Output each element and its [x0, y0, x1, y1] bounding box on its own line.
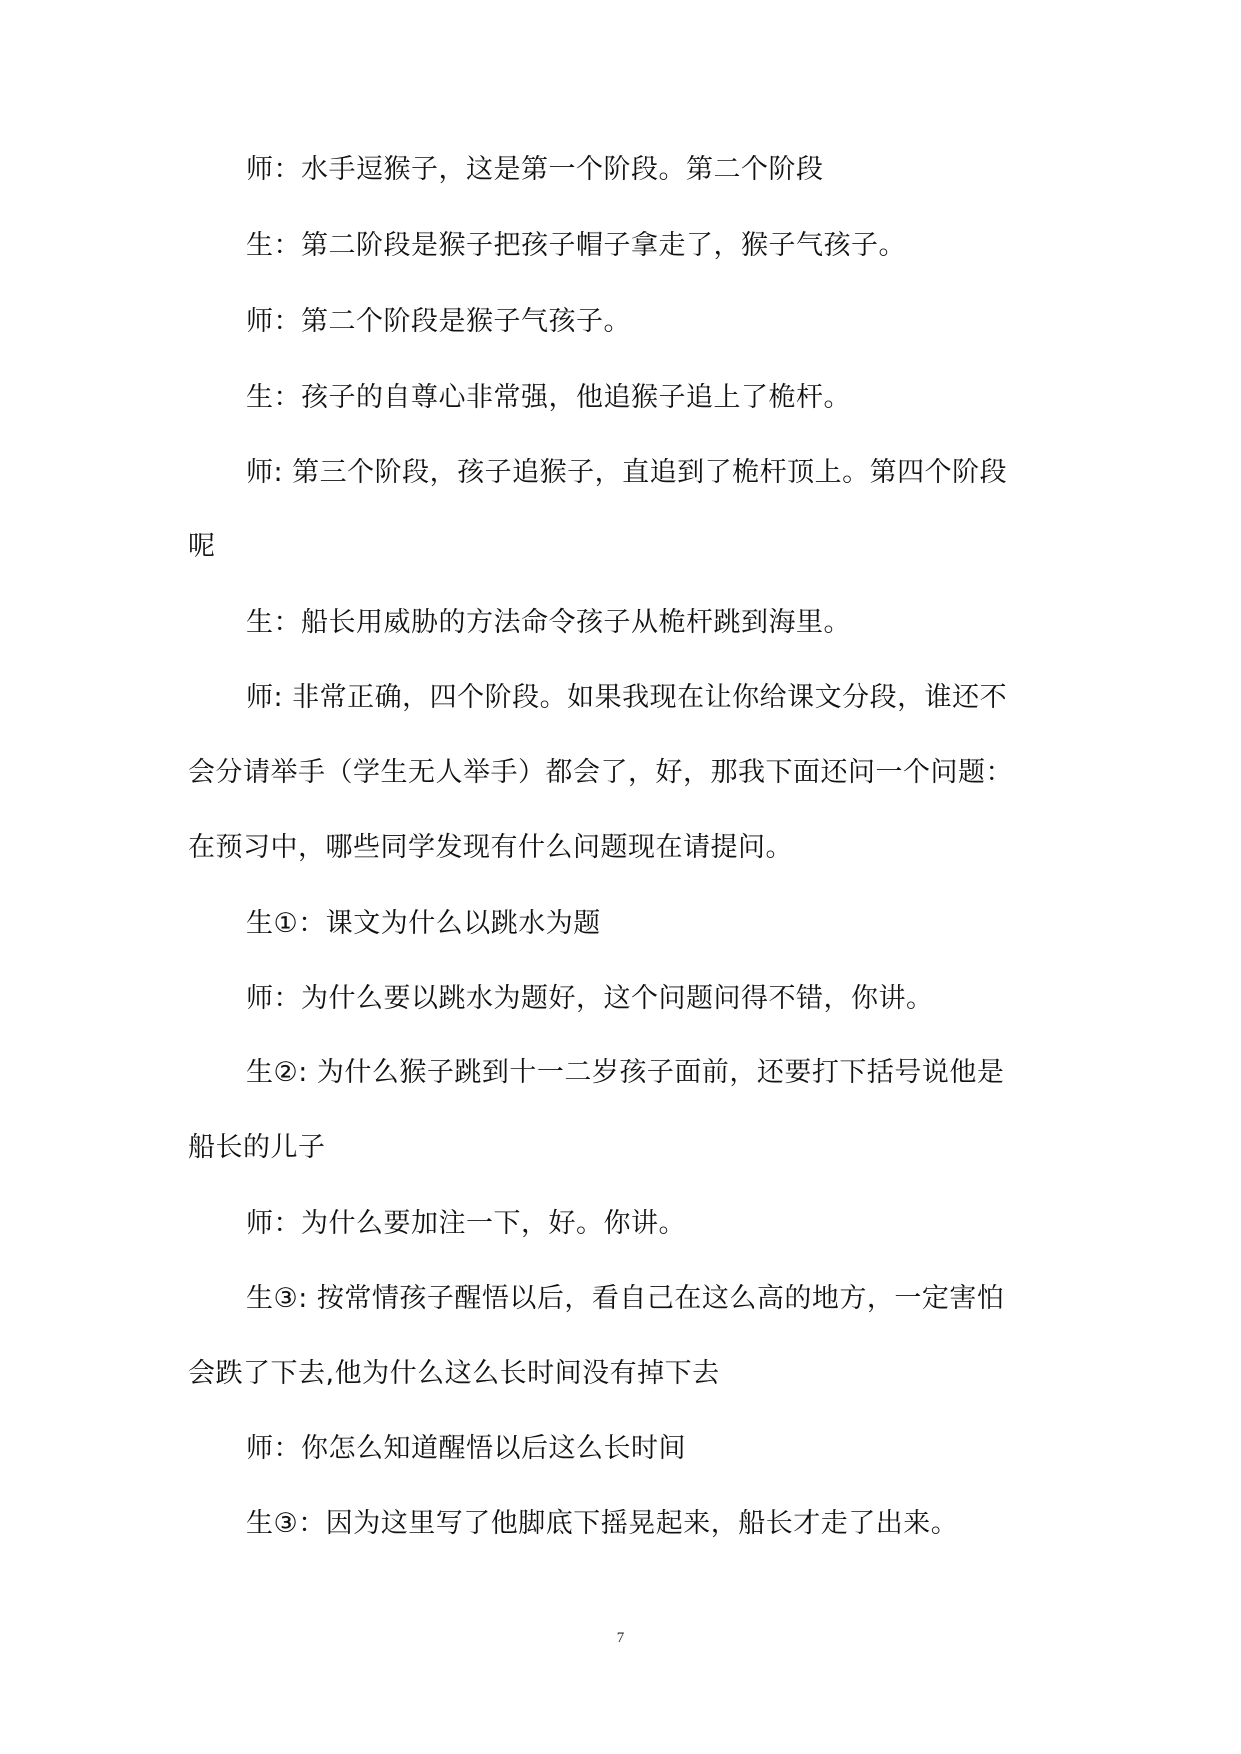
text-line: 生：第二阶段是猴子把孩子帽子拿走了，猴子气孩子。 — [246, 230, 906, 261]
text-line: 师：为什么要加注一下，好。你讲。 — [246, 1208, 686, 1239]
text-line: 船长的儿子 — [188, 1132, 326, 1163]
text-line: 生：船长用威胁的方法命令孩子从桅杆跳到海里。 — [246, 607, 851, 638]
text-line: 会分请举手（学生无人举手）都会了，好，那我下面还问一个问题： — [188, 757, 1013, 788]
text-line: 师: 非常正确，四个阶段。如果我现在让你给课文分段，谁还不 — [246, 682, 1008, 713]
text-line: 在预习中，哪些同学发现有什么问题现在请提问。 — [188, 832, 793, 863]
text-line: 生①：课文为什么以跳水为题 — [246, 908, 601, 939]
text-line: 呢 — [188, 531, 216, 562]
text-line: 师：你怎么知道醒悟以后这么长时间 — [246, 1433, 686, 1464]
page-number: 7 — [616, 1630, 625, 1646]
text-line: 师：第二个阶段是猴子气孩子。 — [246, 306, 631, 337]
text-line: 生②: 为什么猴子跳到十一二岁孩子面前，还要打下括号说他是 — [246, 1057, 1005, 1088]
text-line: 师: 第三个阶段，孩子追猴子，直追到了桅杆顶上。第四个阶段 — [246, 457, 1008, 488]
text-line: 生③: 按常情孩子醒悟以后，看自己在这么高的地方，一定害怕 — [246, 1283, 1005, 1314]
text-line: 师：水手逗猴子，这是第一个阶段。第二个阶段 — [246, 154, 824, 185]
text-line: 生③：因为这里写了他脚底下摇晃起来，船长才走了出来。 — [246, 1508, 959, 1539]
text-line: 生：孩子的自尊心非常强，他追猴子追上了桅杆。 — [246, 382, 851, 413]
text-line: 师：为什么要以跳水为题好，这个问题问得不错，你讲。 — [246, 983, 934, 1014]
text-line: 会跌了下去,他为什么这么长时间没有掉下去 — [188, 1358, 720, 1389]
